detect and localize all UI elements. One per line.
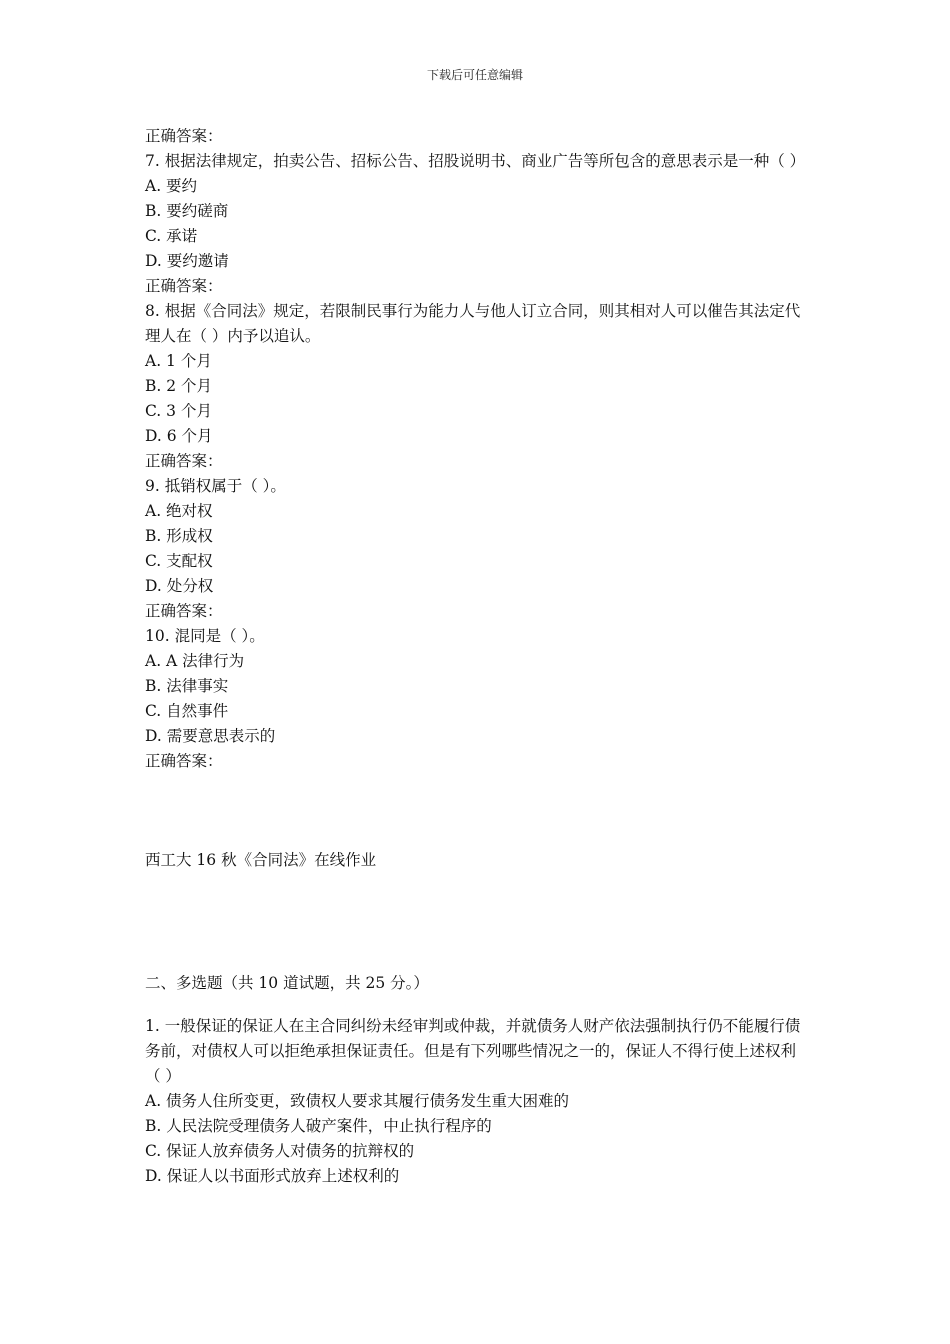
- option-a: A. A 法律行为: [145, 652, 245, 670]
- question-text: 9. 抵销权属于（ ）。: [145, 477, 286, 495]
- answer-line: 正确答案：: [145, 602, 223, 620]
- option-d: D. 需要意思表示的: [145, 727, 276, 745]
- option-b: B. 形成权: [145, 527, 213, 545]
- answer-line: 正确答案：: [145, 277, 223, 295]
- document-body: [145, 124, 807, 1189]
- option-b: B. 人民法院受理债务人破产案件，中止执行程序的: [145, 1117, 492, 1135]
- course-title: 西工大 16 秋《合同法》在线作业: [145, 851, 377, 869]
- question-text: 1. 一般保证的保证人在主合同纠纷未经审判或仲裁，并就债务人财产依法强制执行仍不能履行债务前，对债权人可以拒绝承担保证责任。但是有下列哪些情况之一的，保证人不得行使上述权利（ ）: [145, 1017, 801, 1085]
- spacer: [145, 774, 807, 848]
- option-c: C. 自然事件: [145, 702, 229, 720]
- page-header: 下载后可任意编辑: [426, 68, 523, 82]
- answer-line: 正确答案：: [145, 127, 223, 145]
- option-d: D. 6 个月: [145, 427, 213, 445]
- answer-line: 正确答案：: [145, 452, 223, 470]
- option-d: D. 保证人以书面形式放弃上述权利的: [145, 1167, 400, 1185]
- option-a: A. 绝对权: [145, 502, 213, 520]
- answer-line: 正确答案：: [145, 752, 223, 770]
- option-c: C. 保证人放弃债务人对债务的抗辩权的: [145, 1142, 415, 1160]
- option-c: C. 承诺: [145, 227, 198, 245]
- spacer: [145, 873, 807, 971]
- question-text: 7. 根据法律规定，拍卖公告、招标公告、招股说明书、商业广告等所包含的意思表示是一种（ ）: [145, 152, 806, 170]
- question-text: 8. 根据《合同法》规定，若限制民事行为能力人与他人订立合同，则其相对人可以催告其法定代理人在（ ）内予以追认。: [145, 302, 801, 345]
- option-a: A. 债务人住所变更，致债权人要求其履行债务发生重大困难的: [145, 1092, 570, 1110]
- spacer: [145, 996, 807, 1014]
- option-c: C. 支配权: [145, 552, 213, 570]
- option-a: A. 1 个月: [145, 352, 212, 370]
- option-d: D. 处分权: [145, 577, 214, 595]
- question-text: 10. 混同是（ ）。: [145, 627, 265, 645]
- section-heading: 二、多选题（共 10 道试题，共 25 分。）: [145, 974, 429, 992]
- option-d: D. 要约邀请: [145, 252, 229, 270]
- option-b: B. 2 个月: [145, 377, 213, 395]
- option-b: B. 要约磋商: [145, 202, 229, 220]
- option-a: A. 要约: [145, 177, 198, 195]
- option-b: B. 法律事实: [145, 677, 229, 695]
- option-c: C. 3 个月: [145, 402, 212, 420]
